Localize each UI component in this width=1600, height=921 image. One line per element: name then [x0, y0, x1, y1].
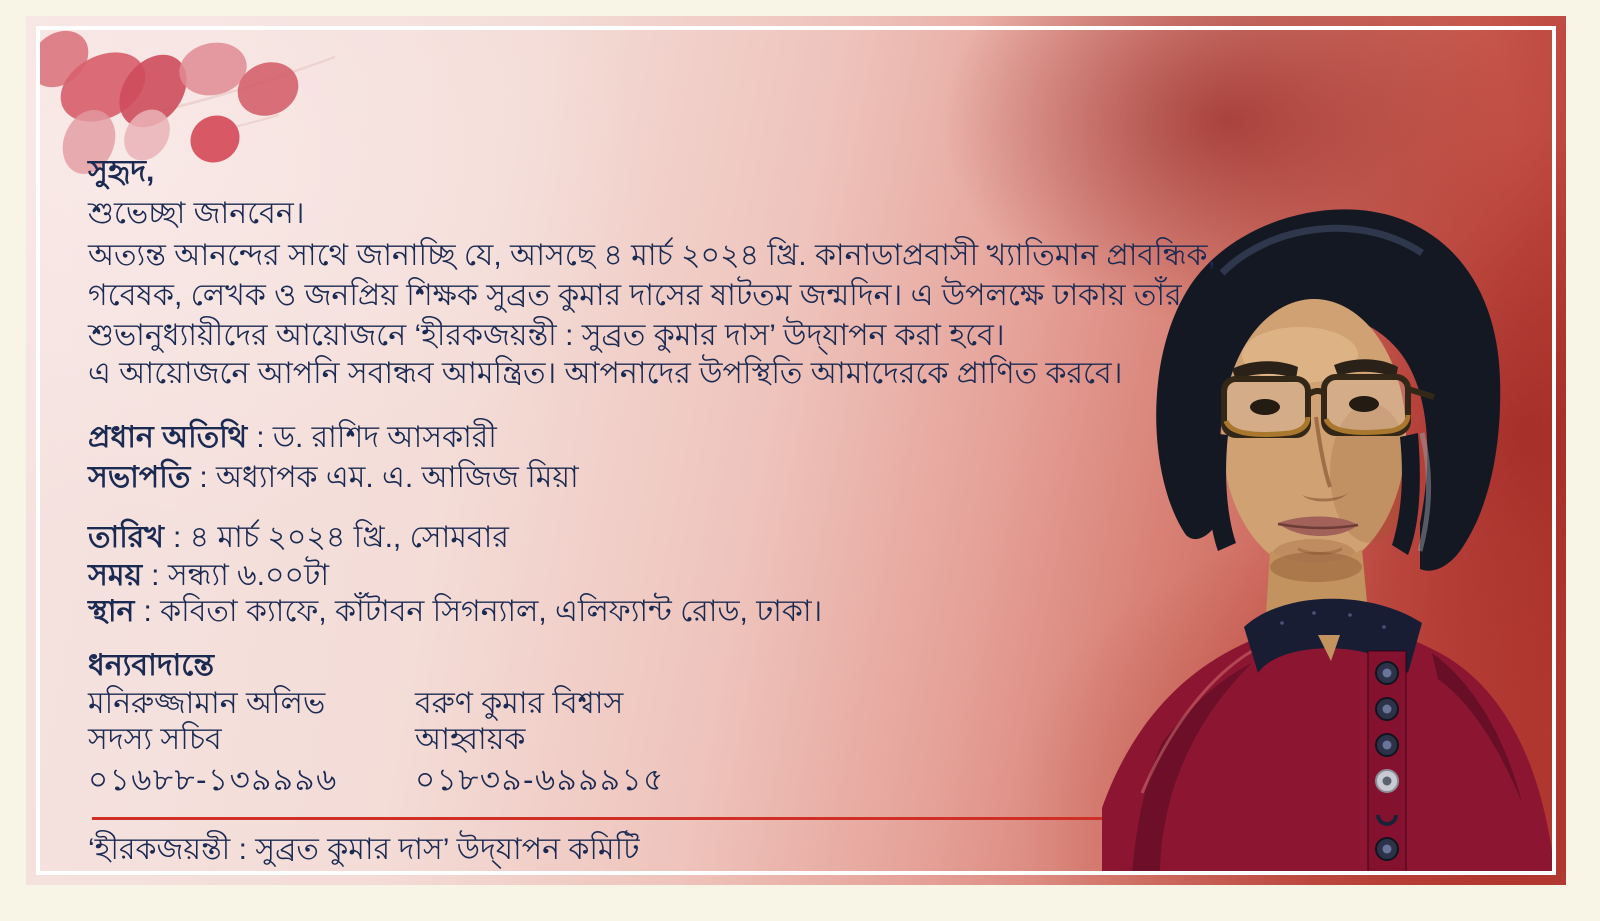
date-value: : ৪ মার্চ ২০২৪ খ্রি., সোমবার	[173, 521, 509, 554]
chief-guest-label: প্রধান অতিথি	[88, 421, 248, 454]
committee-footer: ‘হীরকজয়ন্তী : সুব্রত কুমার দাস’ উদ্‌যাপন কমিটি	[88, 833, 640, 866]
glasses	[1224, 377, 1434, 435]
divider-line	[92, 817, 1102, 820]
time-value: : সন্ধ্যা ৬.০০টা	[151, 559, 330, 592]
time-label: সময়	[88, 559, 143, 592]
organizer-left-role: সদস্য সচিব	[88, 723, 222, 756]
president-value: : অধ্যাপক এম. এ. আজিজ মিয়া	[199, 461, 579, 494]
date-label: তারিখ	[88, 521, 164, 554]
organizer-right-name: বরুণ কুমার বিশ্বাস	[415, 687, 624, 720]
chief-guest-line	[88, 418, 497, 458]
chief-guest-value: : ড. রাশিদ আসকারী	[256, 421, 497, 454]
organizer-left-phone: ০১৬৮৮-১৩৯৯৯৬	[88, 762, 338, 797]
organizer-right-phone: ০১৮৩৯-৬৯৯৯১৫	[415, 762, 665, 797]
salutation: সুহৃদ,	[88, 155, 155, 188]
venue-line	[88, 592, 822, 632]
president-label: সভাপতি	[88, 461, 191, 494]
intro-line-3: শুভানুধ্যায়ীদের আয়োজনে ‘হীরকজয়ন্তী : সুব্রত কুমার দাস’ উদ্‌যাপন করা হবে।	[88, 319, 1005, 352]
venue-label: স্থান	[88, 595, 135, 628]
thanks-heading: ধন্যবাদান্তে	[88, 649, 215, 682]
organizer-right-role: আহ্বায়ক	[415, 723, 526, 756]
invitation-card	[26, 16, 1566, 885]
intro-line-2: গবেষক, লেখক ও জনপ্রিয় শিক্ষক সুব্রত কুমার দাসের ষাটতম জন্মদিন। এ উপলক্ষে ঢাকায় তাঁর	[88, 279, 1182, 312]
greeting-line: শুভেচ্ছা জানবেন।	[88, 197, 305, 230]
intro-line-4: এ আয়োজনে আপনি সবান্ধব আমন্ত্রিত। আপনাদের উপস্থিতি আমাদেরকে প্রাণিত করবে।	[88, 357, 1123, 390]
organizer-left-name: মনিরুজ্জামান অলিভ	[88, 687, 326, 720]
president-line	[88, 458, 579, 498]
venue-value: : কবিতা ক্যাফে, কাঁটাবন সিগন্যাল, এলিফ্যান্ট রোড, ঢাকা।	[143, 595, 823, 628]
date-line	[88, 518, 509, 558]
intro-line-1: অত্যন্ত আনন্দের সাথে জানাচ্ছি যে, আসছে ৪ মার্চ ২০২৪ খ্রি. কানাডাপ্রবাসী খ্যাতিমান প্রাবন্ধিক,	[88, 239, 1216, 272]
time-line	[88, 556, 329, 596]
